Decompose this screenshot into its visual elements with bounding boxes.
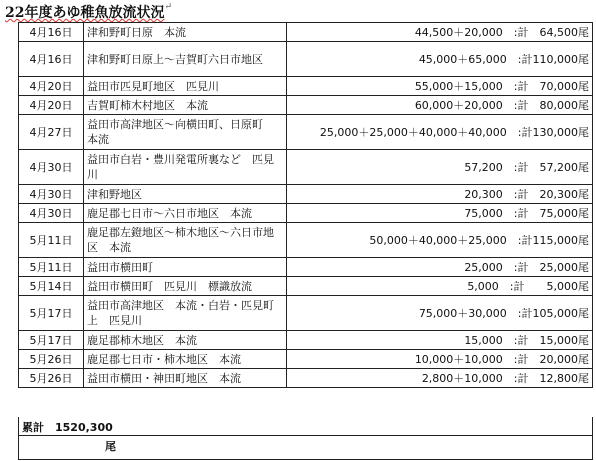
date-cell: 5月17日 [19, 331, 84, 350]
table-row [19, 277, 593, 296]
amount-cell: 57,200 :計 57,200尾 [287, 150, 593, 185]
location-cell: 鹿足郡七日市・柿木地区 本流 [84, 350, 287, 369]
location-cell: 益田市横田町 [84, 258, 287, 277]
date-cell: 5月11日 [19, 223, 84, 258]
location-cell: 吉賀町柿木村地区 本流 [84, 96, 287, 115]
date-cell: 4月27日 [19, 115, 84, 150]
amount-cell: 5,000 :計 5,000尾 [287, 277, 593, 296]
table-row [19, 331, 593, 350]
amount-cell: 25,000 :計 25,000尾 [287, 258, 593, 277]
location-cell: 益田市白岩・豊川発電所裏など 匹見川 [84, 150, 287, 185]
amount-cell: 50,000＋40,000＋25,000 :計115,000尾 [287, 223, 593, 258]
summary-box [18, 417, 593, 460]
table-row [19, 150, 593, 185]
table-row [19, 350, 593, 369]
amount-cell: 45,000＋65,000 :計110,000尾 [287, 42, 593, 77]
amount-cell: 15,000 :計 15,000尾 [287, 331, 593, 350]
date-cell: 4月30日 [19, 185, 84, 204]
table-row [19, 223, 593, 258]
date-cell: 4月30日 [19, 150, 84, 185]
cumulative-unit: 尾 [105, 440, 116, 453]
amount-cell: 55,000＋15,000 :計 70,000尾 [287, 77, 593, 96]
date-cell: 4月16日 [19, 23, 84, 42]
date-cell: 5月17日 [19, 296, 84, 331]
amount-cell: 60,000＋20,000 :計 80,000尾 [287, 96, 593, 115]
amount-cell: 25,000＋25,000＋40,000＋40,000 :計130,000尾 [287, 115, 593, 150]
release-table [18, 22, 593, 388]
amount-cell: 75,000＋30,000 :計105,000尾 [287, 296, 593, 331]
table-row [19, 96, 593, 115]
location-cell: 鹿足郡柿木地区 本流 [84, 331, 287, 350]
table-row [19, 204, 593, 223]
table-row [19, 369, 593, 388]
amount-cell: 2,800＋10,000 :計 12,800尾 [287, 369, 593, 388]
location-cell: 益田市横田・神田町地区 本流 [84, 369, 287, 388]
page-title [5, 2, 172, 22]
date-cell: 4月20日 [19, 96, 84, 115]
cumulative-total: 累計 1520,300 [22, 421, 113, 434]
location-cell: 益田市高津地区～向横田町、日原町 本流 [84, 115, 287, 150]
table-row [19, 258, 593, 277]
location-cell: 津和野地区 [84, 185, 287, 204]
date-cell: 5月11日 [19, 258, 84, 277]
amount-cell: 44,500＋20,000 :計 64,500尾 [287, 23, 593, 42]
date-cell: 5月26日 [19, 369, 84, 388]
amount-cell: 75,000 :計 75,000尾 [287, 204, 593, 223]
location-cell: 津和野町日原上～吉賀町六日市地区 [84, 42, 287, 77]
paragraph-mark-icon: ↵ [164, 2, 173, 12]
table-row [19, 23, 593, 42]
amount-cell: 10,000＋10,000 :計 20,000尾 [287, 350, 593, 369]
location-cell: 津和野町日原 本流 [84, 23, 287, 42]
location-cell: 益田市横田町 匹見川 標識放流 [84, 277, 287, 296]
table-row [19, 77, 593, 96]
table-row [19, 42, 593, 77]
amount-cell: 20,300 :計 20,300尾 [287, 185, 593, 204]
location-cell: 益田市匹見町地区 匹見川 [84, 77, 287, 96]
date-cell: 4月20日 [19, 77, 84, 96]
date-cell: 4月30日 [19, 204, 84, 223]
location-cell: 鹿足郡左鐙地区～柿木地区～六日市地区 本流 [84, 223, 287, 258]
table-row [19, 296, 593, 331]
summary-divider [19, 435, 592, 436]
location-cell: 益田市高津地区 本流・白岩・匹見町上 匹見川 [84, 296, 287, 331]
date-cell: 5月26日 [19, 350, 84, 369]
title-text: 22年度あゆ稚魚放流状況 [5, 5, 165, 21]
date-cell: 4月16日 [19, 42, 84, 77]
date-cell: 5月14日 [19, 277, 84, 296]
table-row [19, 115, 593, 150]
table-row [19, 185, 593, 204]
location-cell: 鹿足郡七日市～六日市地区 本流 [84, 204, 287, 223]
